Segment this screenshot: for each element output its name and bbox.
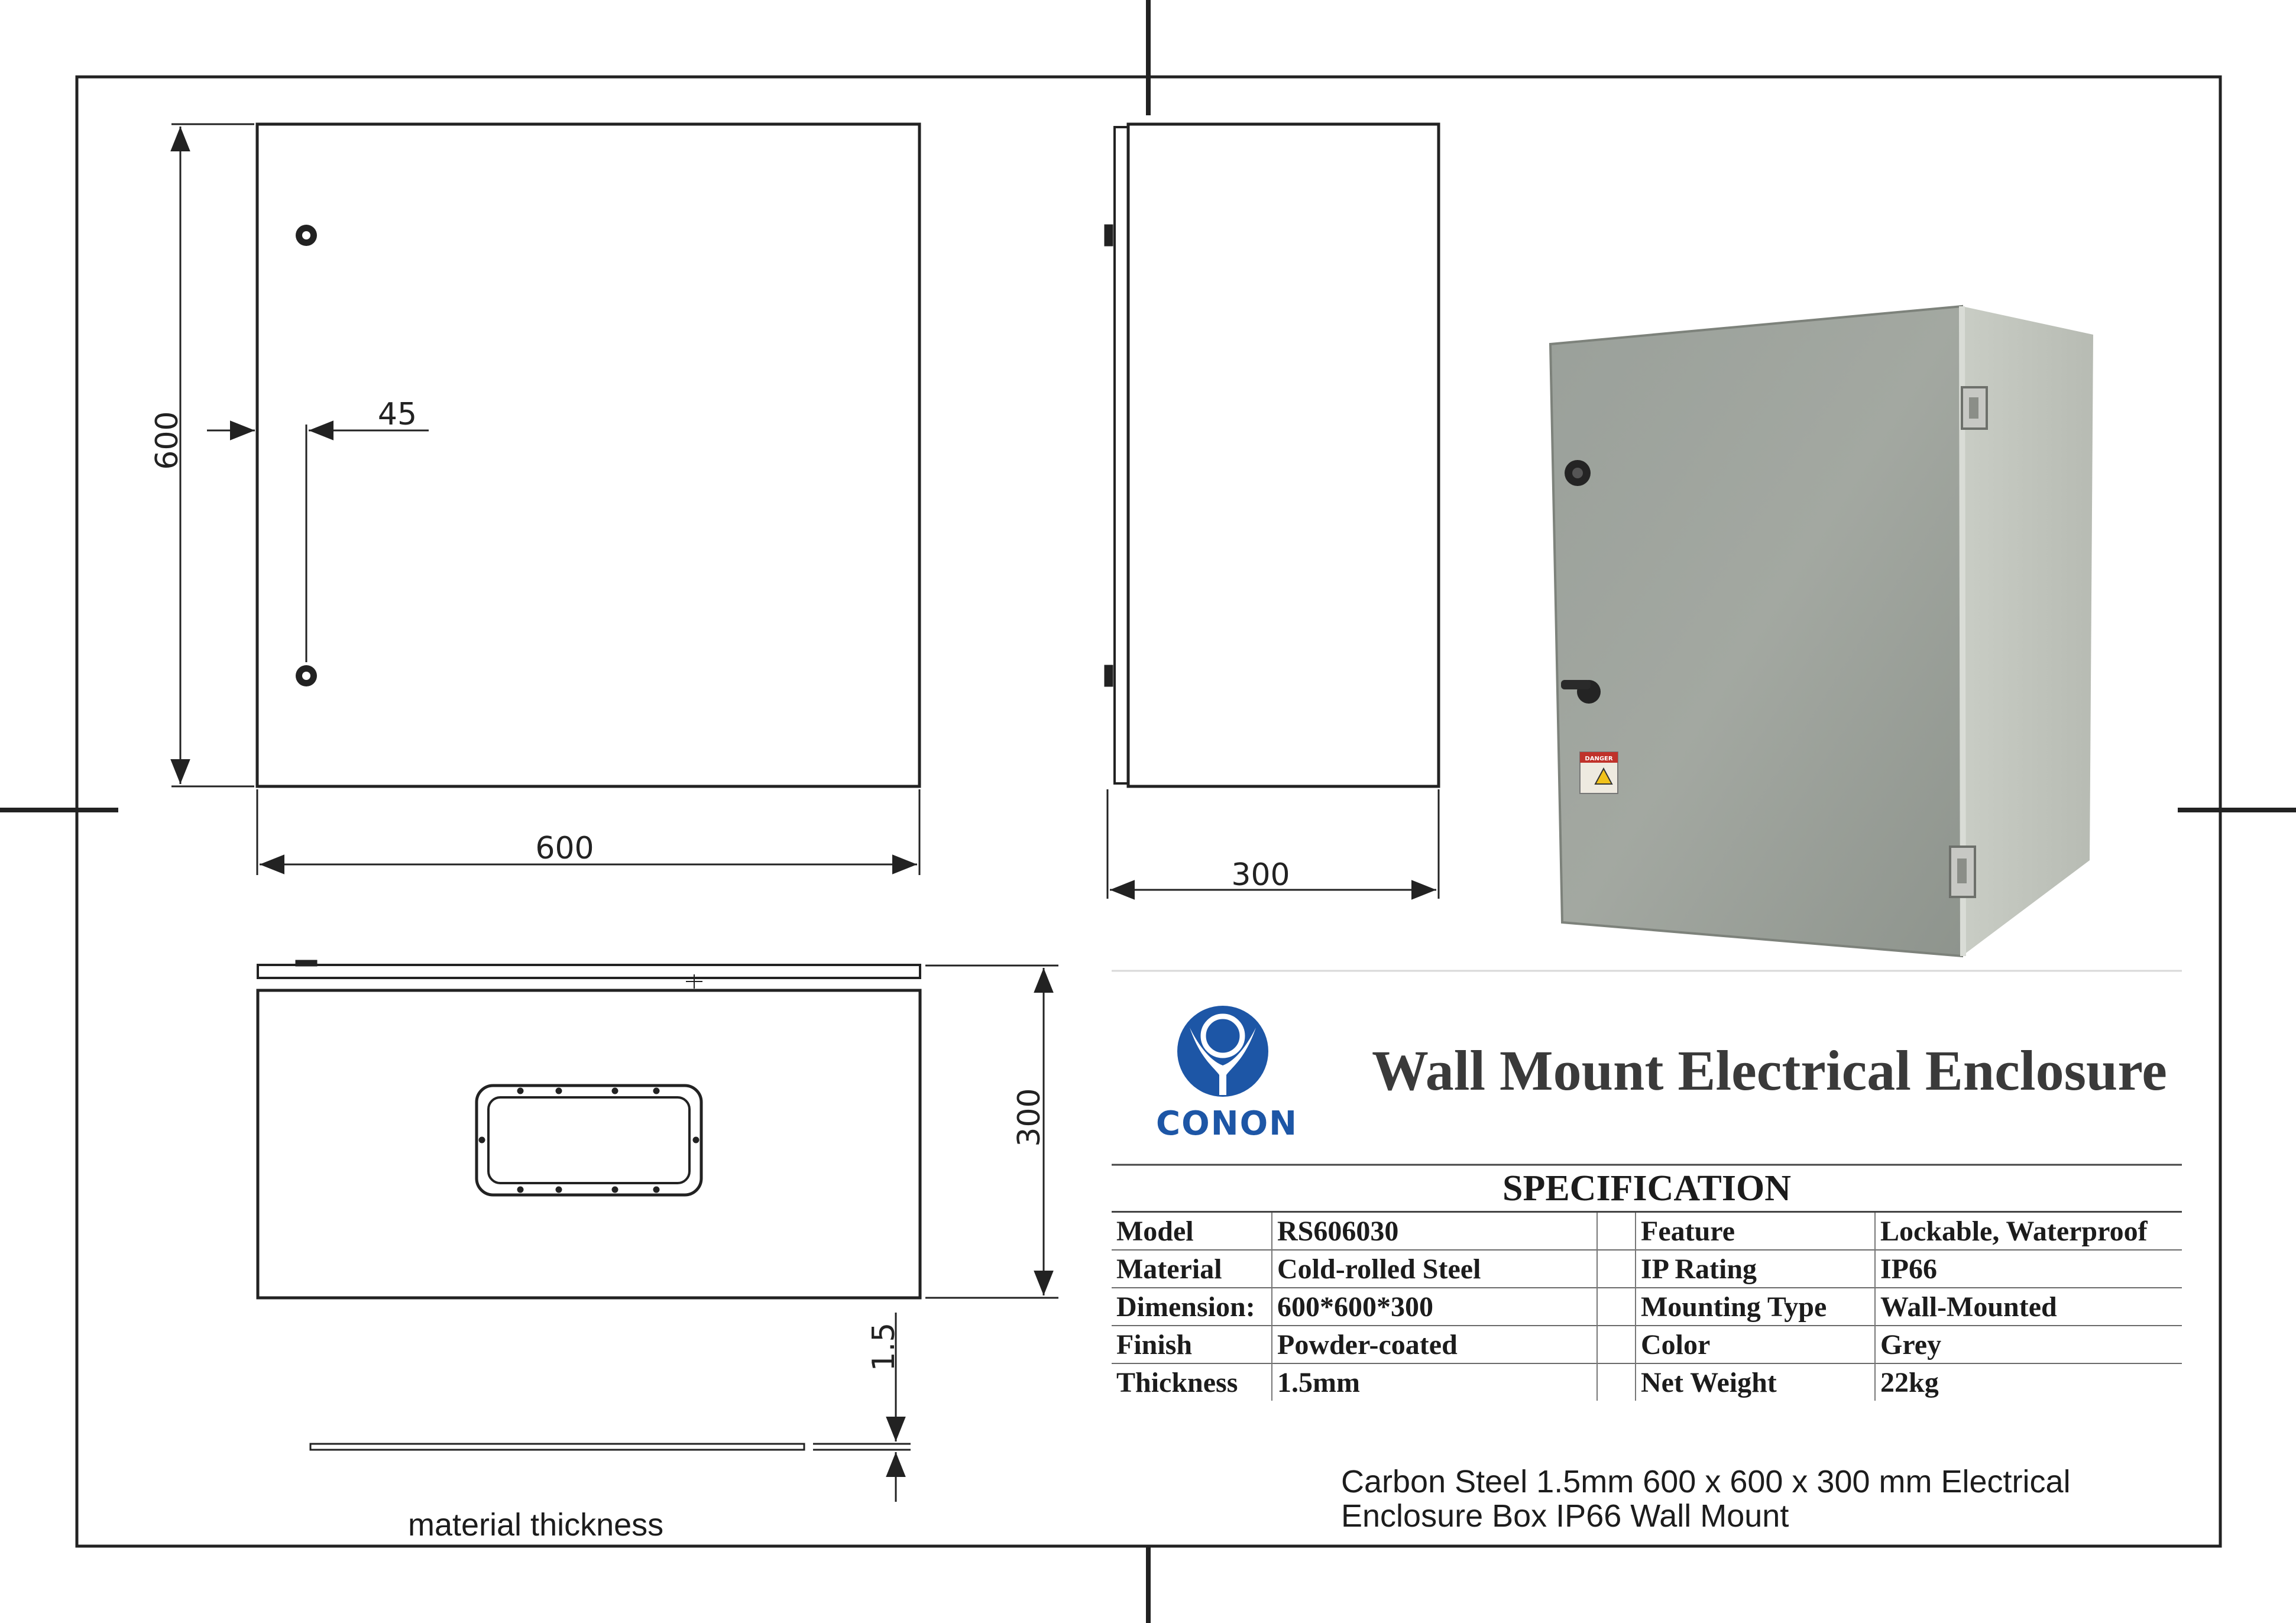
product-caption [1341, 1465, 2263, 1533]
material-thickness-label: material thickness [408, 1507, 664, 1543]
svg-text:DANGER: DANGER [1585, 756, 1613, 762]
spec-heading: SPECIFICATION [1502, 1168, 1792, 1209]
lock-offset-dimension [207, 425, 429, 662]
spec-value: Powder-coated [1272, 1326, 1597, 1363]
spec-label: Material [1112, 1250, 1272, 1288]
product-photo [1550, 306, 2093, 956]
cable-entry-plate [477, 1086, 701, 1195]
lock-icon [296, 225, 317, 246]
spec-value: 22kg [1875, 1363, 2182, 1401]
height-dim-label: 600 [150, 411, 185, 470]
brand-name: CONON [1156, 1104, 1298, 1143]
spec-value: Wall-Mounted [1875, 1288, 2182, 1326]
side-depth-label: 300 [1231, 857, 1290, 893]
spec-label: Feature [1636, 1212, 1875, 1251]
spec-table [1112, 1211, 2182, 1401]
spec-gap [1597, 1326, 1636, 1363]
spec-value: Lockable, Waterproof [1875, 1212, 2182, 1251]
lock-icon [1565, 460, 1591, 486]
spec-value: Cold-rolled Steel [1272, 1250, 1597, 1288]
table-row [1112, 1288, 2182, 1326]
spec-value: RS606030 [1272, 1212, 1597, 1251]
thickness-dim-label: 1.5 [866, 1322, 902, 1372]
spec-value: 600*600*300 [1272, 1288, 1597, 1326]
bottom-depth-label: 300 [1012, 1088, 1047, 1147]
spec-value: IP66 [1875, 1250, 2182, 1288]
spec-label: Model [1112, 1212, 1272, 1251]
spec-gap [1597, 1363, 1636, 1401]
spec-label: IP Rating [1636, 1250, 1875, 1288]
lock-offset-label: 45 [377, 397, 417, 432]
spec-label: Color [1636, 1326, 1875, 1363]
material-thickness-detail [310, 1313, 911, 1502]
spec-value: Grey [1875, 1326, 2182, 1363]
table-row [1112, 1326, 2182, 1363]
conon-logo [1177, 1006, 1268, 1097]
table-row [1112, 1212, 2182, 1251]
spec-label: Thickness [1112, 1363, 1272, 1401]
spec-gap [1597, 1250, 1636, 1288]
front-view [150, 124, 919, 875]
spec-label: Mounting Type [1636, 1288, 1875, 1326]
hinge-icon [1962, 387, 1987, 429]
warning-label [1580, 752, 1618, 793]
side-view [1105, 124, 1439, 899]
spec-label: Net Weight [1636, 1363, 1875, 1401]
page-title: Wall Mount Electrical Enclosure [1372, 1039, 2167, 1102]
spec-gap [1597, 1212, 1636, 1251]
spec-label: Finish [1112, 1326, 1272, 1363]
hinge-icon [1950, 847, 1975, 897]
caption-line: Carbon Steel 1.5mm 600 x 600 x 300 mm Electrical [1341, 1464, 2071, 1499]
width-dim-label: 600 [535, 831, 594, 866]
table-row [1112, 1363, 2182, 1401]
bottom-view [258, 960, 1058, 1298]
spec-value: 1.5mm [1272, 1363, 1597, 1401]
spec-label: Dimension: [1112, 1288, 1272, 1326]
lock-icon [296, 665, 317, 686]
spec-gap [1597, 1288, 1636, 1326]
table-row [1112, 1250, 2182, 1288]
caption-line: Enclosure Box IP66 Wall Mount [1341, 1498, 1789, 1534]
